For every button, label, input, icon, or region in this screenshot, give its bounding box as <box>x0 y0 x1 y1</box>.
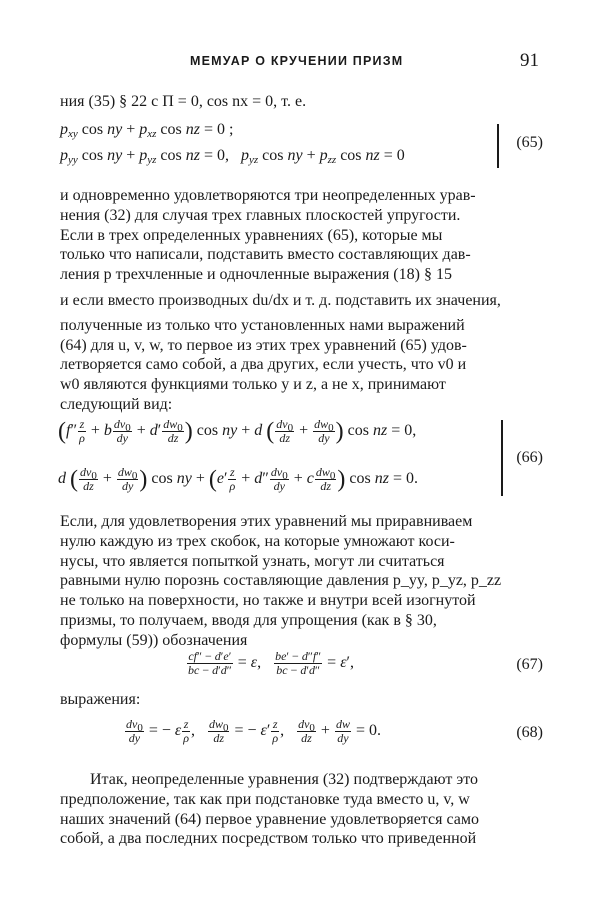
running-title: МЕМУАР О КРУЧЕНИИ ПРИЗМ <box>190 54 404 68</box>
para3-line: Если, для удовлетворения этих уравнений мы приравниваем <box>60 513 473 530</box>
page-number: 91 <box>520 50 539 71</box>
paragraph-5 <box>60 770 542 849</box>
para2-line: нения (32) для случая трех главных плоскостей упругости. <box>60 206 461 224</box>
equation-66-brace <box>501 420 503 496</box>
equation-66-line-1: (f″ $\frac{z}{\rho}$ + b $\frac{dv_0}{dy}$ + d′ $\frac{dw_0}{dz}$ ) cos ny + d ( $\frac{dv_0}{dz}$ + $\frac{dw_0}{dy}$ ) cos nz = 0, <box>58 417 417 445</box>
equation-66-number: (66) <box>516 449 543 466</box>
para2-line: ления p трехчленные и одночленные выражения (18) § 15 <box>60 266 452 284</box>
paragraph-4 <box>60 690 542 710</box>
running-header <box>0 52 601 76</box>
para2-line: полученные из только что установленных нами выражений <box>60 316 465 334</box>
equation-65-line-2: $p_{yy}$ cos ny + $p_{yz}$ cos nz = 0, $p_{yz}$ cos ny + $p_{zz}$ cos nz = 0 <box>60 147 405 166</box>
paragraph-3 <box>60 512 542 651</box>
para3-line: равными нулю порознь составляющие давления p_yy, p_yz, p_zz <box>60 572 502 590</box>
para2-line: и одновременно удовлетворяются три неопределенных урав- <box>60 187 476 204</box>
para5-line: предположение, так как при подстановке туда вместо u, v, w <box>60 790 470 808</box>
para3-line: нулю каждую из трех скобок, на которые умножают коси- <box>60 532 455 550</box>
equation-68: $\frac{dv_0}{dy}$ = − ε $\frac{z}{\rho}$ , $\frac{dw_0}{dz}$ = − ε′ $\frac{z}{\rho}$ , $\frac{dv_0}{dz}$ + $\frac{dw}{dy}$ = 0. <box>126 717 381 745</box>
para3-line: формулы (59)) обозначения <box>60 631 248 649</box>
para5-line: наших значений (64) первое уравнение удовлетворяется само <box>60 810 479 828</box>
equation-65-line-1: $p_{xy}$ cos ny + $p_{xz}$ cos nz = 0 ; <box>60 121 234 140</box>
equation-66-line-2: d ( $\frac{dv_0}{dz}$ + $\frac{dw_0}{dy}$ ) cos ny + (e′ $\frac{z}{\rho}$ + d″ $\frac{dv_0}{dy}$ + c $\frac{dw_0}{dz}$ ) cos nz = 0. <box>58 465 418 493</box>
para2-line: Если в трех определенных уравнениях (65), которые мы <box>60 226 443 244</box>
para5-line: собой, а два последних посредством только что приведенной <box>60 830 477 848</box>
para3-line: нусы, что является попыткой узнать, могут ли считаться <box>60 552 445 570</box>
para2-line: летворяется само собой, а два других, если учесть, что v0 и <box>60 356 467 374</box>
equation-67: $\frac{cf'' - d'e'}{bc - d'd''}$ = ε, $\frac{be' - d''f''}{bc - d'd''}$ = ε′, <box>188 649 354 677</box>
equation-65-number: (65) <box>516 134 543 151</box>
para2-line: и если вместо производных du/dx и т. д. подставить их значения, <box>60 291 501 309</box>
equation-68-number: (68) <box>516 724 543 741</box>
paragraph-intro <box>60 92 542 112</box>
para2-line: w0 являются функциями только y и z, а не x, принимают <box>60 376 446 394</box>
para2-line: только что написали, подставить вместо составляющих дав- <box>60 246 471 264</box>
intro-line: ния (35) § 22 с П = 0, cos nx = 0, т. е. <box>60 93 307 110</box>
para3-line: призмы, то получаем, вводя для упрощения (как в § 30, <box>60 611 437 629</box>
paragraph-2 <box>60 186 542 415</box>
equation-65-brace <box>497 124 499 168</box>
para2-line: (64) для u, v, w, то первое из этих трех уравнений (65) удов- <box>60 336 467 354</box>
para3-line: не только на поверхности, но также и внутри всей изогнутой <box>60 592 476 610</box>
equation-67-number: (67) <box>516 656 543 673</box>
para2-line: следующий вид: <box>60 395 173 413</box>
para4-line: выражения: <box>60 691 141 708</box>
para5-line: Итак, неопределенные уравнения (32) подтверждают это <box>90 771 478 788</box>
